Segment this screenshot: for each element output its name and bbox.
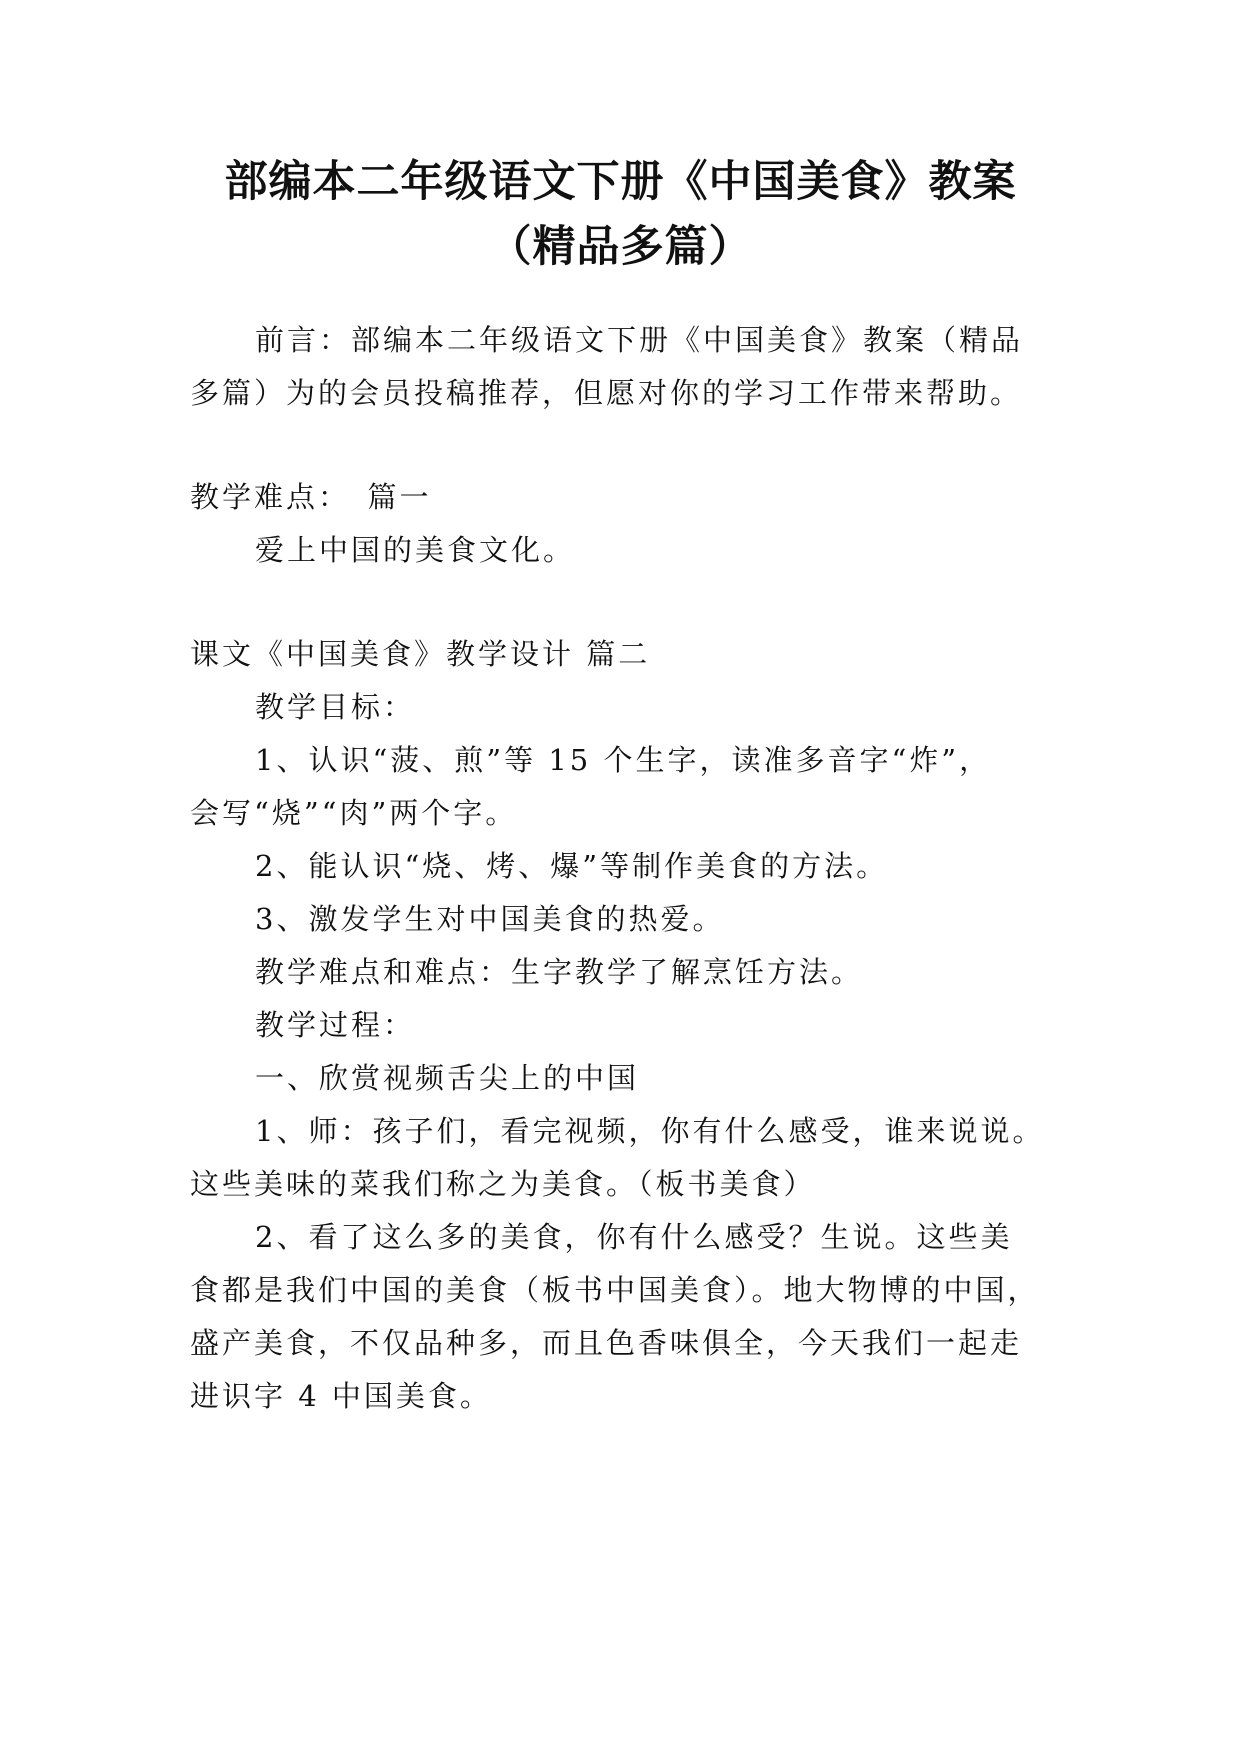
document-subtitle: （精品多篇） <box>488 222 753 272</box>
body-line: 3、激发学生对中国美食的热爱。 <box>255 902 725 936</box>
body-line: 教学目标： <box>255 690 416 724</box>
section-heading: 教学难点： 篇一 <box>190 480 432 514</box>
body-line: 食都是我们中国的美食（板书中国美食）。地大物博的中国， <box>190 1273 1040 1307</box>
body-line: 这些美味的菜我们称之为美食。（板书美食） <box>190 1167 816 1201</box>
body-line: 一、欣赏视频舌尖上的中国 <box>255 1061 640 1095</box>
body-line: 2、能认识“烧、烤、爆”等制作美食的方法。 <box>255 849 889 883</box>
body-line: 爱上中国的美食文化。 <box>255 533 576 567</box>
body-line: 进识字 4 中国美食。 <box>190 1379 492 1413</box>
body-line: 1、师：孩子们，看完视频，你有什么感受，谁来说说。 <box>255 1114 1045 1148</box>
body-line: 1、认识“菠、煎”等 15 个生字，读准多音字“炸”， <box>255 743 992 777</box>
body-line: 教学过程： <box>255 1008 416 1042</box>
preface-paragraph-line: 多篇）为的会员投稿推荐，但愿对你的学习工作带来帮助。 <box>190 376 1023 410</box>
body-line: 2、看了这么多的美食，你有什么感受？生说。这些美 <box>255 1220 1013 1254</box>
body-line: 会写“烧”“肉”两个字。 <box>190 796 518 830</box>
body-line: 盛产美食，不仅品种多，而且色香味俱全，今天我们一起走 <box>190 1326 1023 1360</box>
body-line: 教学难点和难点：生字教学了解烹饪方法。 <box>255 955 864 989</box>
preface-paragraph-line: 前言：部编本二年级语文下册《中国美食》教案（精品 <box>255 323 1024 357</box>
document-title: 部编本二年级语文下册《中国美食》教案 <box>224 157 1017 207</box>
section-heading: 课文《中国美食》教学设计 篇二 <box>190 637 651 671</box>
